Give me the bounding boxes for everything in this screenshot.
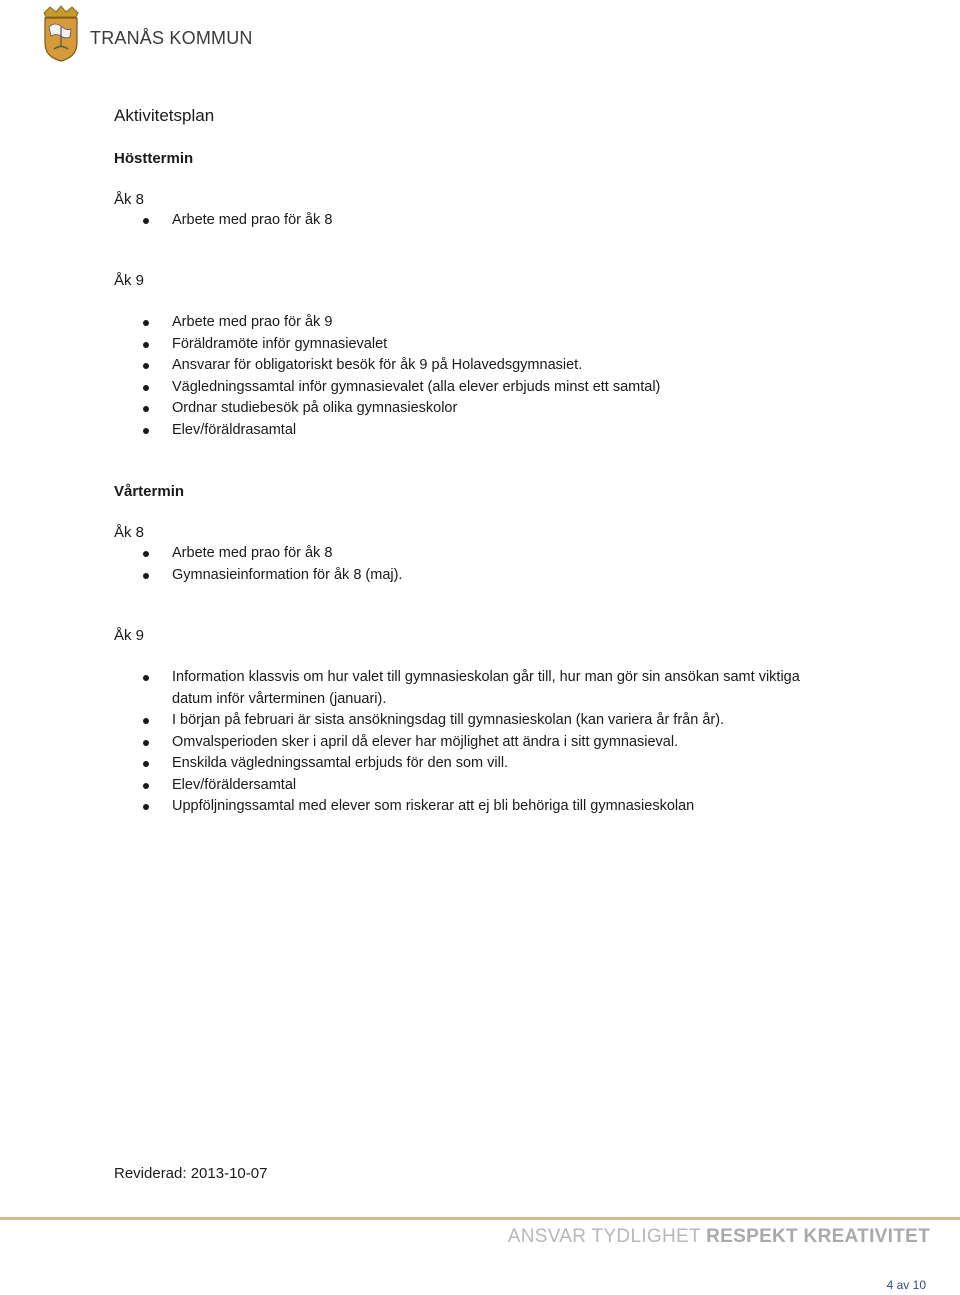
spring-year9-list (114, 667, 834, 818)
document-title: Aktivitetsplan (114, 106, 215, 125)
autumn-term-heading: Hösttermin (114, 150, 194, 167)
list-item: Omvalsperioden sker i april då elever har möjlighet att ändra i sitt gymnasieval. (114, 732, 834, 754)
list-item: Ordnar studiebesök på olika gymnasieskolor (114, 398, 834, 420)
list-item: Information klassvis om hur valet till gymnasieskolan går till, hur man gör sin ansökan samt viktiga datum inför vårterminen (januari). (114, 667, 834, 710)
footer-motto (508, 1226, 930, 1248)
autumn-year8-list (114, 210, 834, 232)
spring-year8-label: Åk 8 (114, 524, 145, 541)
list-item: Arbete med prao för åk 8 (114, 210, 834, 232)
motto-bold: RESPEKT KREATIVITET (706, 1226, 930, 1247)
organization-name: TRANÅS KOMMUN (90, 28, 253, 48)
autumn-year9-list (114, 312, 834, 441)
list-item: Arbete med prao för åk 9 (114, 312, 834, 334)
autumn-year8-label: Åk 8 (114, 191, 145, 208)
list-item: Föräldramöte inför gymnasievalet (114, 334, 834, 356)
autumn-year9-label: Åk 9 (114, 272, 145, 289)
footer-divider (0, 1217, 960, 1220)
revision-date: Reviderad: 2013-10-07 (114, 1165, 268, 1182)
spring-year8-list (114, 543, 834, 586)
coat-of-arms-icon (40, 3, 82, 63)
page-number: 4 av 10 (886, 1278, 926, 1292)
spring-term-heading: Vårtermin (114, 483, 185, 500)
list-item: Ansvarar för obligatoriskt besök för åk 9 på Holavedsgymnasiet. (114, 355, 834, 377)
list-item: Elev/föräldrasamtal (114, 420, 834, 442)
list-item: Arbete med prao för åk 8 (114, 543, 834, 565)
list-item: Gymnasieinformation för åk 8 (maj). (114, 565, 834, 587)
spring-year9-label: Åk 9 (114, 627, 145, 644)
list-item: Uppföljningssamtal med elever som riskerar att ej bli behöriga till gymnasieskolan (114, 796, 834, 818)
list-item: I början på februari är sista ansökningsdag till gymnasieskolan (kan variera år från år). (114, 710, 834, 732)
list-item: Elev/föräldersamtal (114, 775, 834, 797)
motto-light: ANSVAR TYDLIGHET (507, 1226, 701, 1247)
list-item: Enskilda vägledningssamtal erbjuds för den som vill. (114, 753, 834, 775)
list-item: Vägledningssamtal inför gymnasievalet (alla elever erbjuds minst ett samtal) (114, 377, 834, 399)
